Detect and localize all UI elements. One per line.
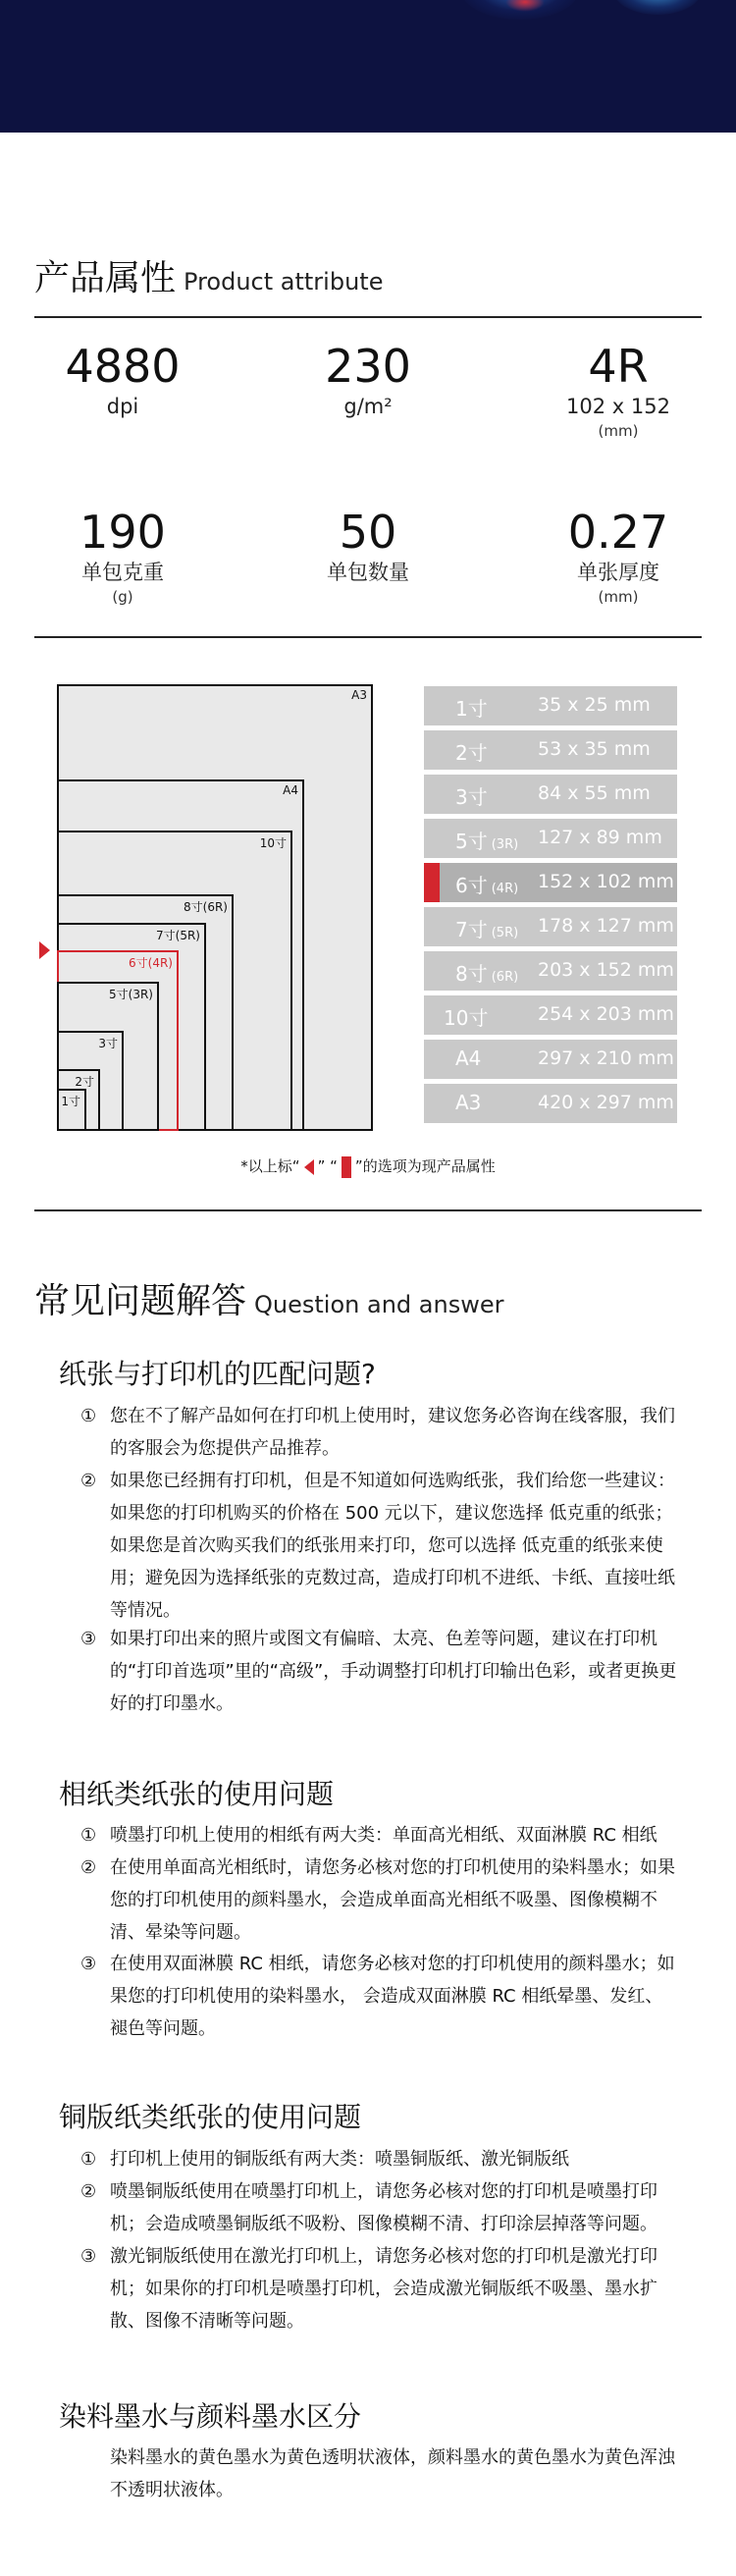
item-number: ① xyxy=(80,2149,97,2170)
size-dims: 152 x 102 mm xyxy=(538,871,674,892)
answer-item xyxy=(80,2175,679,2240)
size-row xyxy=(424,995,677,1035)
divider xyxy=(34,316,702,318)
size-box-label: 3寸 xyxy=(98,1037,118,1050)
qa-section-title xyxy=(34,1273,503,1323)
size-row xyxy=(424,907,677,946)
item-text: 在使用双面淋膜 RC 相纸，请您务必核对您的打印机使用的颜料墨水；如果您的打印机使用的染料墨水， 会造成双面淋膜 RC 相纸晕墨、发红、褪色等问题。 xyxy=(110,1954,675,2039)
size-name: 6寸 xyxy=(455,874,488,897)
item-number: ② xyxy=(80,1857,97,1878)
answer-item xyxy=(80,1852,679,1949)
size-dims: 178 x 127 mm xyxy=(538,915,674,937)
note-quote: “ xyxy=(330,1157,338,1175)
attr-unit: (mm) xyxy=(598,588,639,606)
attr-value: 4880 xyxy=(65,340,181,393)
size-name: 5寸 xyxy=(455,830,488,853)
attr-value: 190 xyxy=(79,506,166,559)
attr-unit: (g) xyxy=(112,588,133,606)
question-title: 染料墨水与颜料墨水区分 xyxy=(59,2400,362,2433)
item-text: 喷墨打印机上使用的相纸有两大类：单面高光相纸、双面淋膜 RC 相纸 xyxy=(110,1825,657,1846)
red-triangle-icon xyxy=(304,1159,314,1175)
answer-item xyxy=(80,1623,679,1720)
size-box-label: A4 xyxy=(283,783,298,797)
size-row xyxy=(424,686,677,725)
size-box-label: 6寸(4R) xyxy=(129,956,173,970)
size-name: 10寸 xyxy=(444,1006,489,1030)
answer-item xyxy=(80,1400,679,1465)
attr-label: 单包克重 xyxy=(81,561,164,584)
divider xyxy=(34,1209,702,1211)
size-row xyxy=(424,730,677,770)
size-tag: (3R) xyxy=(491,837,519,852)
attr-label: 102 x 152 xyxy=(566,395,670,418)
question-title: 纸张与打印机的匹配问题? xyxy=(59,1358,376,1390)
attribute-section-title xyxy=(34,250,383,300)
size-dims: 53 x 35 mm xyxy=(538,738,651,760)
attr-thickness xyxy=(507,506,729,608)
size-row xyxy=(424,1084,677,1123)
selected-indicator xyxy=(424,863,440,902)
attr-value: 4R xyxy=(588,340,649,393)
size-dims: 35 x 25 mm xyxy=(538,694,651,716)
attr-weight xyxy=(257,340,479,420)
item-text: 在使用单面高光相纸时，请您务必核对您的打印机使用的染料墨水；如果您的打印机使用的颜料墨水，会造成单面高光相纸不吸墨、图像模糊不清、晕染等问题。 xyxy=(110,1857,675,1943)
size-dims: 254 x 203 mm xyxy=(538,1003,674,1025)
size-dims: 297 x 210 mm xyxy=(538,1047,674,1069)
attr-size xyxy=(507,340,729,442)
question-title: 相纸类纸张的使用问题 xyxy=(59,1778,335,1810)
item-text: 如果您已经拥有打印机，但是不知道如何选购纸张，我们给您一些建议：如果您的打印机购买的价格在 500 元以下，建议您选择 低克重的纸张；如果您是首次购买我们的纸张用来打印，您可以选择 低克重的纸张来使用；避免因为选择纸张的克数过高，造成打印机不进纸、卡纸、直接吐纸等情况。 xyxy=(110,1471,675,1621)
attr-unit: (mm) xyxy=(598,422,639,440)
item-text: 激光铜版纸使用在激光打印机上，请您务必核对您的打印机是激光打印机；如果你的打印机是喷墨打印机，会造成激光铜版纸不吸墨、墨水扩散、图像不清晰等问题。 xyxy=(110,2246,657,2332)
question-title: 铜版纸类纸张的使用问题 xyxy=(59,2101,362,2133)
size-name: 7寸 xyxy=(455,918,488,941)
size-row-selected xyxy=(424,863,677,902)
size-tag: (5R) xyxy=(491,926,519,940)
size-name: 2寸 xyxy=(455,741,488,765)
note-prefix: *以上标 xyxy=(240,1157,292,1175)
current-size-marker-icon xyxy=(39,941,50,959)
legend-note xyxy=(0,1155,736,1178)
size-name: A4 xyxy=(455,1046,482,1070)
answer-paragraph: 染料墨水的黄色墨水为黄色透明状液体，颜料墨水的黄色墨水为黄色浑浊不透明状液体。 xyxy=(110,2447,675,2500)
attr-value: 230 xyxy=(325,340,411,393)
size-name: A3 xyxy=(455,1091,482,1114)
size-dims: 203 x 152 mm xyxy=(538,959,674,981)
note-suffix: 的选项为现产品属性 xyxy=(362,1157,496,1175)
size-dims: 127 x 89 mm xyxy=(538,827,662,848)
attribute-title-cn: 产品属性 xyxy=(34,258,177,298)
size-dims: 420 x 297 mm xyxy=(538,1092,674,1113)
note-quote: “ xyxy=(291,1157,300,1175)
size-row xyxy=(424,951,677,991)
answer-item xyxy=(80,1819,679,1852)
answer-item xyxy=(80,1948,679,2045)
size-dims: 84 x 55 mm xyxy=(538,782,651,804)
red-bar-icon xyxy=(342,1156,351,1178)
size-diagram xyxy=(57,684,373,1131)
divider xyxy=(34,636,702,638)
qa-title-en: Question and answer xyxy=(254,1291,504,1318)
item-number: ③ xyxy=(80,1954,97,1974)
size-box-label: 8寸(6R) xyxy=(184,900,228,914)
attr-label: 单张厚度 xyxy=(577,561,659,584)
item-number: ① xyxy=(80,1406,97,1426)
item-number: ③ xyxy=(80,2246,97,2267)
size-name: 3寸 xyxy=(455,785,488,809)
attr-pack-weight xyxy=(12,506,234,608)
qa-title-cn: 常见问题解答 xyxy=(34,1281,247,1321)
attr-label: g/m² xyxy=(343,395,393,418)
banner-glow xyxy=(613,0,702,15)
attr-value: 50 xyxy=(339,506,397,559)
size-box-1in xyxy=(57,1089,86,1131)
hero-banner xyxy=(0,0,736,133)
answer-item xyxy=(80,2240,679,2337)
size-box-label: 5寸(3R) xyxy=(109,988,153,1001)
item-number: ③ xyxy=(80,1629,97,1649)
size-box-label: 7寸(5R) xyxy=(156,929,200,942)
item-text: 喷墨铜版纸使用在喷墨打印机上，请您务必核对您的打印机是喷墨打印机；会造成喷墨铜版纸不吸粉、图像模糊不清、打印涂层掉落等问题。 xyxy=(110,2181,657,2234)
size-row xyxy=(424,1040,677,1079)
attr-resolution xyxy=(12,340,234,420)
size-box-label: A3 xyxy=(351,688,367,702)
item-text: 打印机上使用的铜版纸有两大类：喷墨铜版纸、激光铜版纸 xyxy=(110,2149,569,2170)
attribute-title-en: Product attribute xyxy=(184,268,384,295)
item-text: 如果打印出来的照片或图文有偏暗、太亮、色差等问题，建议在打印机的“打印首选项”里的“高级”，手动调整打印机打印输出色彩，或者更换更好的打印墨水。 xyxy=(110,1629,677,1714)
size-tag: (6R) xyxy=(491,970,519,985)
answer-item xyxy=(80,2143,679,2175)
size-row xyxy=(424,819,677,858)
size-box-label: 10寸 xyxy=(259,836,287,850)
item-text: 您在不了解产品如何在打印机上使用时，建议您务必咨询在线客服，我们的客服会为您提供产品推荐。 xyxy=(110,1406,675,1459)
size-list xyxy=(424,686,677,1128)
answer-item xyxy=(80,1465,679,1627)
size-name: 1寸 xyxy=(455,697,488,721)
note-quote: ” xyxy=(317,1157,326,1175)
note-quote: ” xyxy=(354,1157,363,1175)
size-name: 8寸 xyxy=(455,962,488,986)
attr-label: dpi xyxy=(106,395,139,418)
item-number: ② xyxy=(80,2181,97,2202)
size-row xyxy=(424,775,677,814)
size-box-label: 1寸 xyxy=(61,1095,80,1108)
attr-value: 0.27 xyxy=(567,506,669,559)
attr-pack-count xyxy=(257,506,479,586)
size-box-label: 2寸 xyxy=(75,1075,94,1089)
attr-label: 单包数量 xyxy=(327,561,409,584)
item-number: ① xyxy=(80,1825,97,1846)
size-tag: (4R) xyxy=(491,882,519,896)
item-number: ② xyxy=(80,1471,97,1491)
